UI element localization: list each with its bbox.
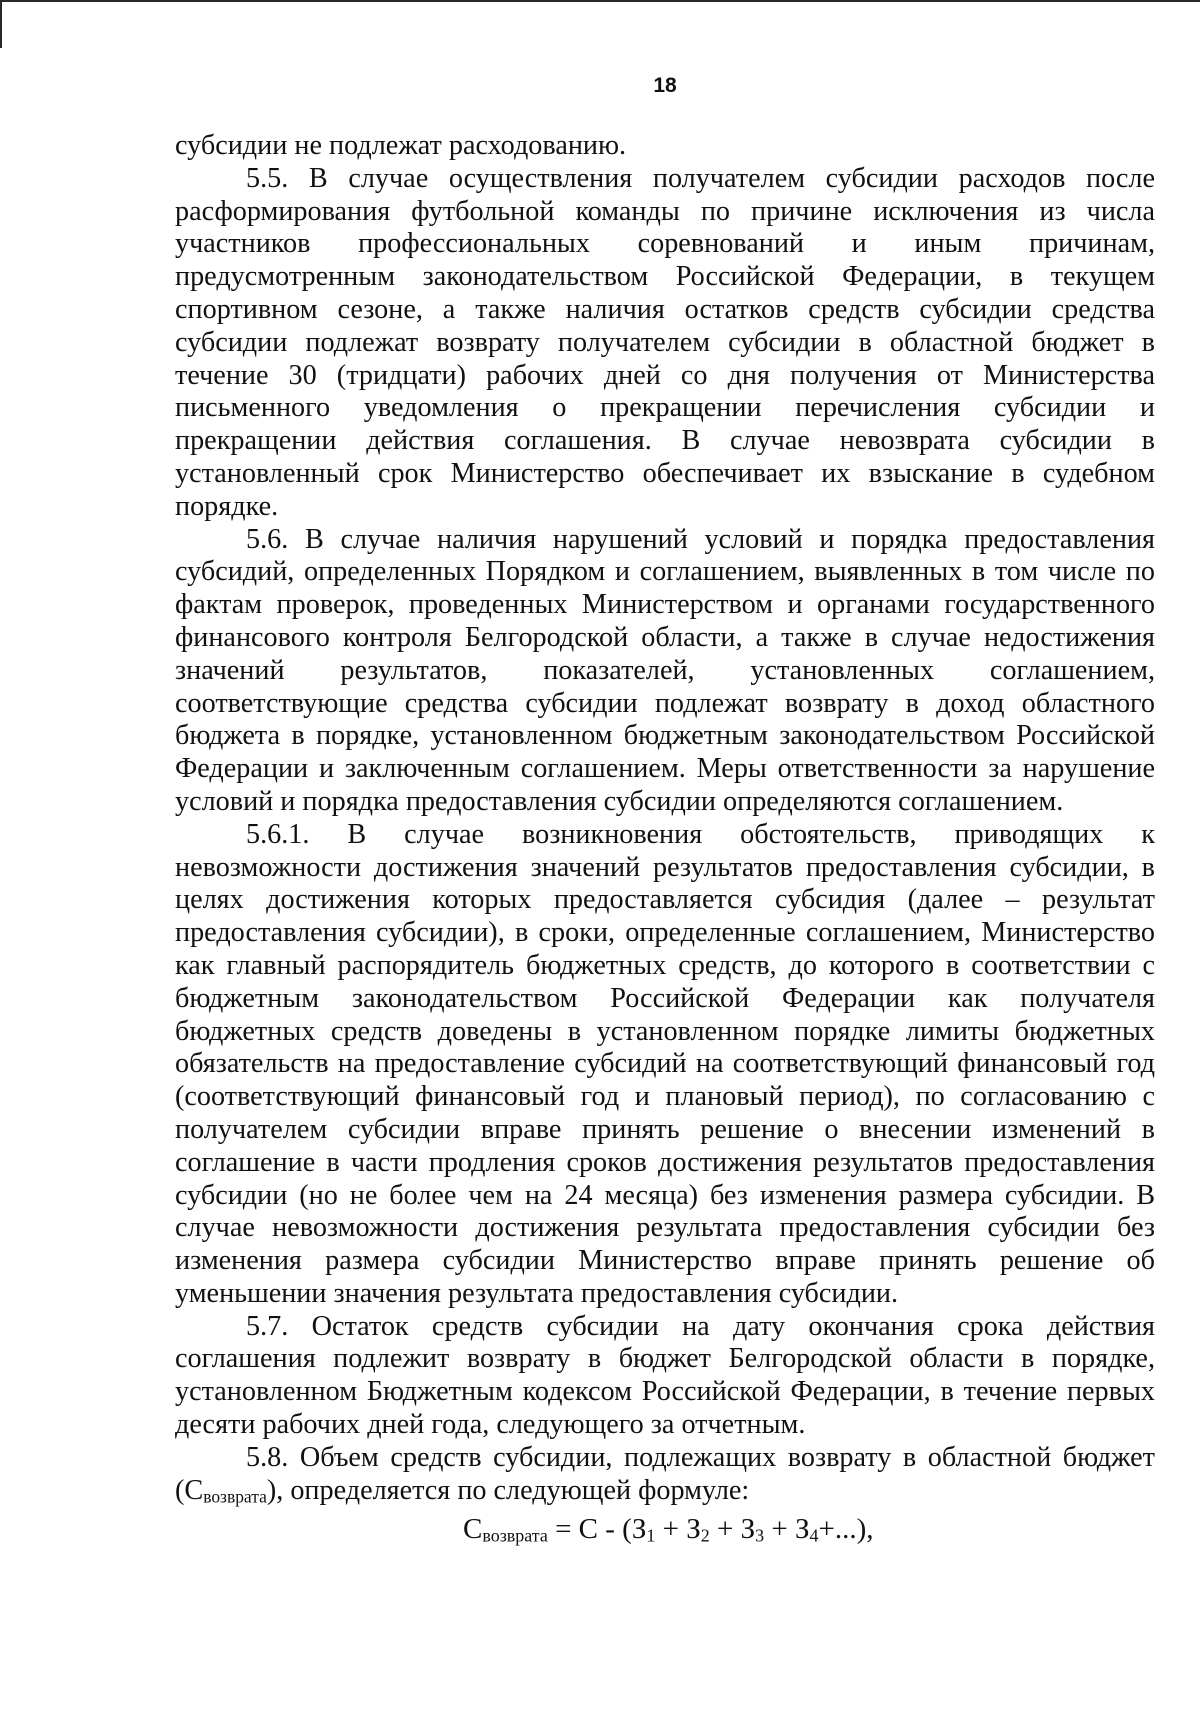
formula-tail: +...), [818,1513,874,1545]
formula-plus-3: + З [764,1513,810,1545]
formula-rhs-start: = С - (З [547,1513,647,1545]
paragraph-5-8 [175,1442,1155,1508]
paragraph-5-6-1: 5.6.1. В случае возникновения обстоятельств, приводящих к невозможности достижения значений результатов предоставления субсидии, в целях достижения которых предоставляется субсидия (далее – результат предоставления субсидии), в сроки, определенные соглашением, Министерство как главный распорядитель бюджетных средств, до которого в соответствии с бюджетным законодательством Российской Федерации как получателя бюджетных средств доведены в установленном порядке лимиты бюджетных обязательств на предоставление субсидий на соответствующий финансовый год (соответствующий финансовый год и плановый период), по согласованию с получателем субсидии вправе принять решение о внесении изменений в соглашение в части продления сроков достижения результатов предоставления субсидии (но не более чем на 24 месяца) без изменения размера субсидии. В случае невозможности достижения результата предоставления субсидии без изменения размера субсидии Министерство вправе принять решение об уменьшении значения результата предоставления субсидии. [175,818,1155,1309]
formula-lhs: С [463,1513,483,1545]
scan-edge-left [0,0,2,48]
formula-lhs-subscript: возврата [482,1525,548,1546]
scan-edge-top [0,0,1200,2]
formula-subscript-1: 1 [646,1525,656,1546]
body-text [175,130,1155,1507]
paragraph-5-8-subscript: возврата [203,1486,267,1507]
return-formula [463,1512,874,1546]
formula-plus-1: + З [655,1513,701,1545]
formula-subscript-3: 3 [755,1525,765,1546]
paragraph-5-8-text: 5.8. Объем средств субсидии, подлежащих возврату в областной бюджет (С [175,1441,1155,1506]
formula-subscript-2: 2 [700,1525,710,1546]
paragraph-5-6: 5.6. В случае наличия нарушений условий и порядка предоставления субсидий, определенных Порядком и соглашением, выявленных в том числе по фактам проверок, проведенных Министерством и органами государственного финансового контроля Белгородской области, а также в случае недостижения значений результатов, показателей, установленных соглашением, соответствующие средства субсидии подлежат возврату в доход областного бюджета в порядке, установленном бюджетным законодательством Российской Федерации и заключенным соглашением. Меры ответственности за нарушение условий и порядка предоставления субсидии определяются соглашением. [175,523,1155,817]
paragraph-5-8-text-end: ), определяется по следующей формуле: [266,1474,750,1506]
page-number: 18 [653,74,677,97]
paragraph-5-5: 5.5. В случае осуществления получателем субсидии расходов после расформирования футбольной команды по причине исключения из числа участников профессиональных соревнований и иным причинам, предусмотренным законодательством Российской Федерации, в текущем спортивном сезоне, а также наличия остатков средств субсидии средства субсидии подлежат возврату получателем субсидии в областной бюджет в течение 30 (тридцати) рабочих дней со дня получения от Министерства письменного уведомления о прекращении перечисления субсидии и прекращении действия соглашения. В случае невозврата субсидии в установленный срок Министерство обеспечивает их взыскание в судебном порядке. [175,162,1155,522]
formula-plus-2: + З [709,1513,756,1545]
formula-subscript-4: 4 [809,1525,819,1546]
paragraph-continuation: субсидии не подлежат расходованию. [175,130,627,161]
paragraph-5-7: 5.7. Остаток средств субсидии на дату окончания срока действия соглашения подлежит возврату в бюджет Белгородской области в порядке, установленном Бюджетным кодексом Российской Федерации, в течение первых десяти рабочих дней года, следующего за отчетным. [175,1310,1155,1441]
